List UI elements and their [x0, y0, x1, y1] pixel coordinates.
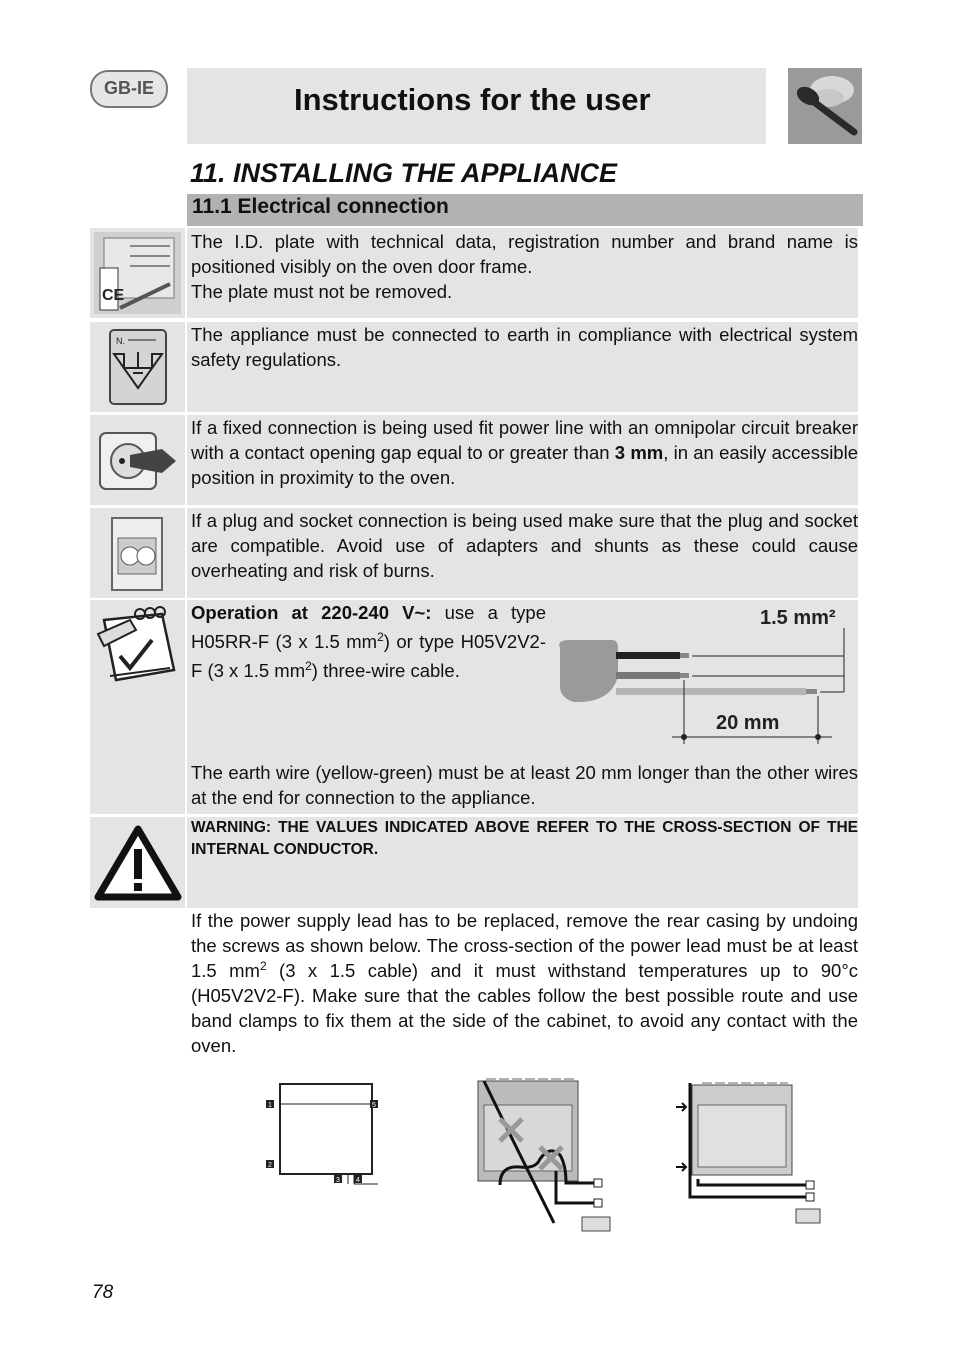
chef-spoon-icon	[788, 68, 862, 144]
fixed-connection-text	[187, 415, 858, 505]
page-number: 78	[92, 1282, 114, 1303]
earth-wire-text: The earth wire (yellow-green) must be at least 20 mm longer than the other wires at the end for connection to the appliance.	[191, 762, 858, 808]
id-plate-line2: The plate must not be removed.	[191, 281, 453, 302]
cable-section-label: 1.5 mm²	[760, 607, 836, 629]
page-title: Instructions for the user	[294, 82, 651, 117]
operation-voltage: Operation at 220-240 V~:	[191, 602, 432, 623]
screw-4: 4	[356, 1177, 360, 1184]
replace-sup: 2	[259, 958, 267, 973]
notepad-check-icon	[90, 600, 185, 814]
subsection-title: 11.1 Electrical connection	[192, 195, 449, 218]
replace-t2: (3 x 1.5 cable) and it must withstand temperatures up to 90°c (H05V2V2-F). Make sure that the cables follow the best possible route and use band clamps to fix them at the side of the cabinet, to avoid any contact with the oven.	[191, 960, 858, 1056]
operation-t1: use a type H05RR-F (3 x 1.5 mm	[191, 602, 546, 652]
id-plate-icon	[90, 228, 185, 318]
operation-t3: ) three-wire cable.	[311, 660, 460, 681]
screw-1: 1	[268, 1102, 272, 1109]
warning-text: WARNING: THE VALUES INDICATED ABOVE REFER TO THE CROSS-SECTION OF THE INTERNAL CONDUCTOR.	[187, 817, 858, 908]
replace-t1: If the power supply lead has to be replaced, remove the rear casing by undoing the screws as shown below. The cross-section of the power lead must be at least 1.5 mm	[191, 910, 858, 981]
earth-symbol-icon	[90, 322, 185, 412]
operation-block	[187, 600, 858, 814]
cable-diagram	[552, 600, 858, 750]
fixed-text-bold: 3 mm	[614, 442, 664, 463]
correct-cable-route-diagram	[672, 1075, 828, 1225]
screw-2: 2	[268, 1162, 272, 1169]
screw-3: 3	[336, 1177, 340, 1184]
warning-triangle-icon	[90, 817, 185, 908]
fixed-text-after: , in an easily accessible position in proximity to the oven.	[191, 442, 858, 488]
operation-text	[191, 598, 546, 685]
rear-casing-screws-diagram	[262, 1080, 382, 1190]
replace-lead-text	[191, 908, 858, 1058]
svg-text:CE: CE	[102, 287, 125, 304]
region-badge: GB-IE	[90, 70, 168, 108]
operation-sup1: 2	[377, 629, 384, 644]
plug-socket-text: If a plug and socket connection is being used make sure that the plug and socket are compatible. Avoid use of adapters and shunts as these could cause overheating and risk of burns.	[187, 508, 858, 598]
fixed-text-before: If a fixed connection is being used fit power line with an omnipolar circuit breaker with a contact opening gap equal to or greater than	[191, 417, 858, 463]
svg-text:N.: N.	[116, 336, 125, 346]
screw-5: 5	[372, 1102, 376, 1109]
id-plate-line1: The I.D. plate with technical data, registration number and brand name is positioned visibly on the oven door frame.	[191, 231, 858, 277]
socket-plug-icon	[90, 415, 185, 505]
id-plate-text	[187, 228, 858, 318]
operation-t2: ) or type H05V2V2-F (3 x 1.5 mm	[191, 631, 546, 681]
earth-text: The appliance must be connected to earth in compliance with electrical system safety regulations.	[187, 322, 858, 412]
incorrect-cable-route-diagram	[470, 1075, 620, 1237]
operation-sup2: 2	[305, 658, 312, 673]
cable-length-label: 20 mm	[716, 712, 780, 734]
wall-socket-icon	[90, 508, 185, 598]
section-title: 11. INSTALLING THE APPLIANCE	[190, 158, 618, 188]
